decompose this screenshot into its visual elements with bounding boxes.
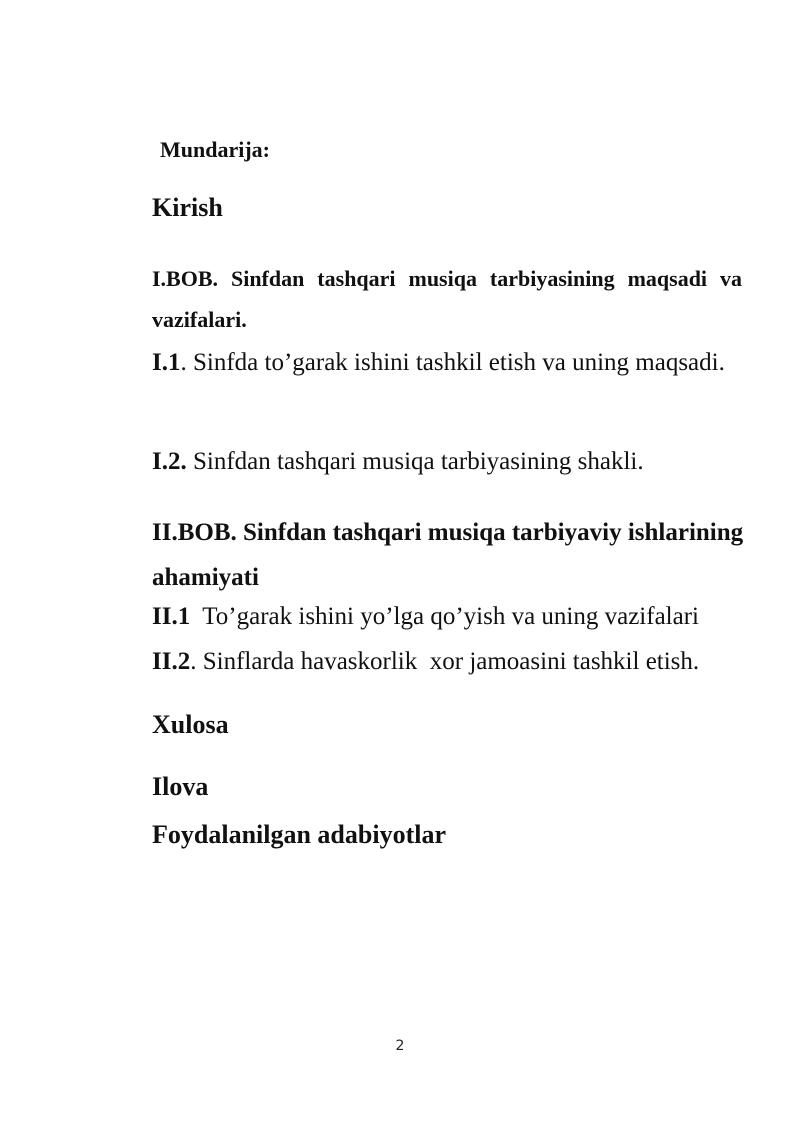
section-title: To’garak ishini yo’lga qo’yish va uning vazifalari (190, 603, 699, 630)
toc-chapter-2-title: II.BOB. Sinfdan tashqari musiqa tarbiyaviy ishlarining ahamiyati (152, 519, 744, 591)
toc-section-2-1 (152, 603, 699, 631)
section-number: II.2 (152, 648, 191, 675)
section-number: I.1 (152, 349, 181, 376)
toc-item-conclusion: Xulosa (152, 710, 229, 739)
toc-section-2-2 (152, 648, 699, 676)
toc-item-appendix: Ilova (152, 772, 209, 801)
section-number: II.1 (152, 603, 191, 630)
toc-chapter-1-title (152, 258, 742, 340)
toc-item-references: Foydalanilgan adabiyotlar (152, 820, 446, 849)
toc-item-intro: Kirish (152, 193, 223, 222)
section-title: . Sinfda to’garak ishini tashkil etish va uning maqsadi. (180, 349, 725, 376)
section-title: Sinfdan tashqari musiqa tarbiyasining shakli. (186, 448, 644, 475)
toc-section-1-1 (152, 339, 752, 386)
section-title: . Sinflarda havaskorlik xor jamoasini tashkil etish. (190, 648, 700, 675)
chapter-1-title-text: I.BOB. Sinfdan tashqari musiqa tarbiyasining maqsadi va vazifalari. (152, 266, 742, 332)
page-number: 2 (395, 1038, 405, 1054)
section-number: I.2. (152, 448, 187, 475)
toc-heading: Mundarija: (160, 137, 270, 162)
toc-section-1-2 (152, 448, 644, 476)
